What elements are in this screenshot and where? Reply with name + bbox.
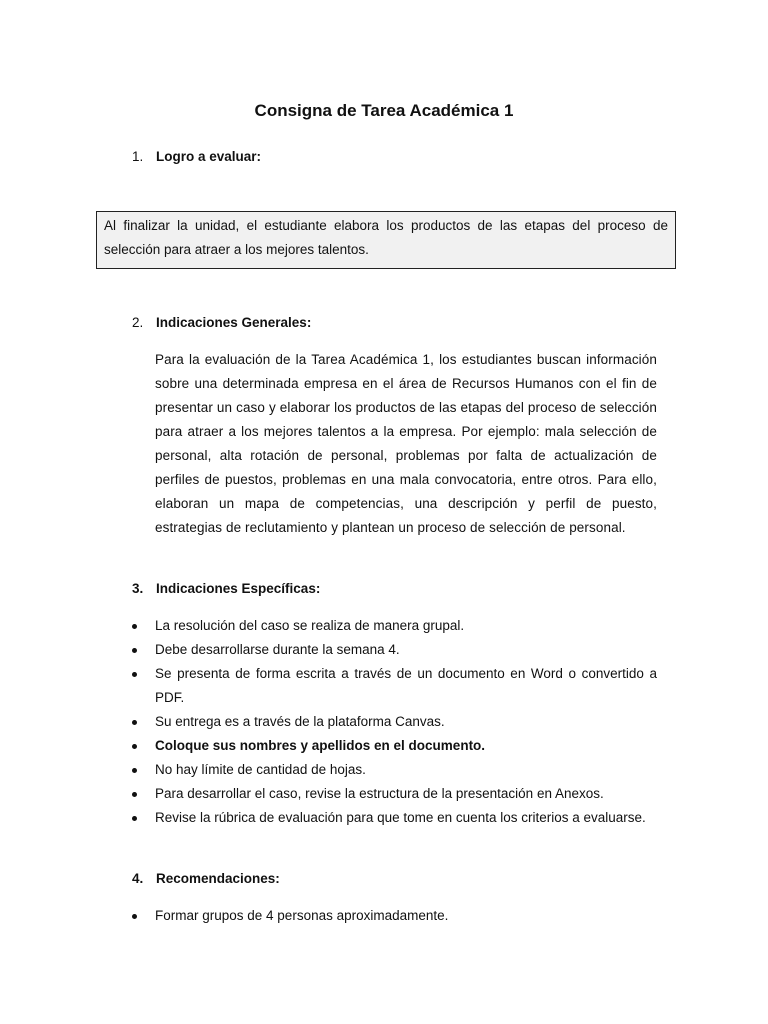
bullet-icon xyxy=(132,624,137,629)
specific-list xyxy=(155,614,657,830)
list-item: Formar grupos de 4 personas aproximadamente. xyxy=(155,904,657,928)
section-label: Indicaciones Generales: xyxy=(156,315,312,330)
list-item: Se presenta de forma escrita a través de un documento en Word o convertido a PDF. xyxy=(155,662,657,710)
bullet-icon xyxy=(132,648,137,653)
section-label: Recomendaciones: xyxy=(156,871,280,886)
list-item: Su entrega es a través de la plataforma Canvas. xyxy=(155,710,657,734)
section-label: Indicaciones Específicas: xyxy=(156,581,321,596)
section-label: Logro a evaluar: xyxy=(156,149,262,164)
logro-box: Al finalizar la unidad, el estudiante elabora los productos de las etapas del proceso de selección para atraer a los mejores talentos. xyxy=(96,211,676,269)
bullet-icon xyxy=(132,672,137,677)
section-number: 3. xyxy=(132,581,144,596)
document-title: Consigna de Tarea Académica 1 xyxy=(254,101,514,120)
section-logro-heading xyxy=(132,147,692,167)
list-item: La resolución del caso se realiza de manera grupal. xyxy=(155,614,657,638)
section-number: 2. xyxy=(132,315,144,330)
section-number: 4. xyxy=(132,871,144,886)
section-recommendations-heading xyxy=(132,869,692,889)
list-item: No hay límite de cantidad de hojas. xyxy=(155,758,657,782)
bullet-icon xyxy=(132,720,137,725)
bullet-icon xyxy=(132,816,137,821)
list-item: Coloque sus nombres y apellidos en el documento. xyxy=(155,734,657,758)
general-paragraph: Para la evaluación de la Tarea Académica 1, los estudiantes buscan información sobre una determinada empresa en el área de Recursos Humanos con el fin de presentar un caso y elaborar los productos de las etapas del proceso de selección para atraer a los mejores talentos a la empresa. Por ejemplo: mala selección de personal, alta rotación de personal, problemas por falta de actualización de perfiles de puestos, problemas en una mala convocatoria, entre otros. Para ello, elaboran un mapa de competencias, una descripción y perfil de puesto, estrategias de reclutamiento y plantean un proceso de selección de personal. xyxy=(155,352,657,535)
section-specific-heading xyxy=(132,579,692,599)
list-item: Revise la rúbrica de evaluación para que tome en cuenta los criterios a evaluarse. xyxy=(155,806,657,830)
section-number: 1. xyxy=(132,149,144,164)
section-general-heading xyxy=(132,313,692,333)
recommendations-list xyxy=(155,904,657,928)
list-item: Para desarrollar el caso, revise la estructura de la presentación en Anexos. xyxy=(155,782,657,806)
bullet-icon xyxy=(132,768,137,773)
list-item: Debe desarrollarse durante la semana 4. xyxy=(155,638,657,662)
bullet-icon xyxy=(132,744,137,749)
bullet-icon xyxy=(132,792,137,797)
bullet-icon xyxy=(132,914,137,919)
